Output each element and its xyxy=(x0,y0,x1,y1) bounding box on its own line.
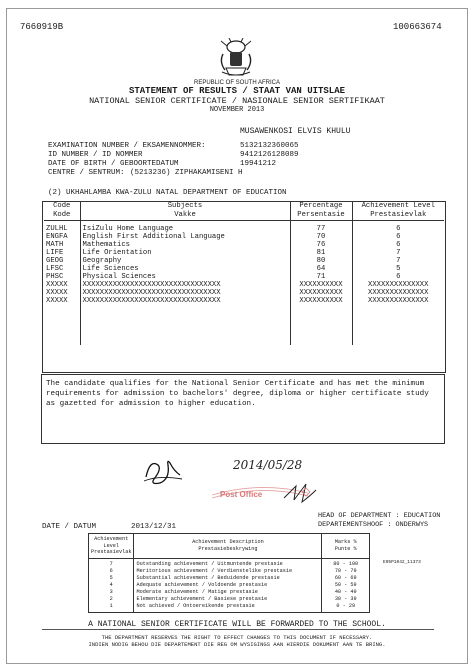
date-of-birth-value: 19941212 xyxy=(240,160,277,168)
centre-label: CENTRE / SENTRUM: xyxy=(48,169,125,177)
subject-level: 6 xyxy=(352,233,444,241)
subject-level: XXXXXXXXXXXXXX xyxy=(352,297,444,305)
subject-name: Physical Sciences xyxy=(80,273,290,281)
subject-code: XXXXX xyxy=(46,297,68,305)
subject-percentage: XXXXXXXXXX xyxy=(290,297,352,305)
exam-session: NOVEMBER 2013 xyxy=(209,106,265,114)
level-row xyxy=(89,596,370,603)
serial-number-right: 100663674 xyxy=(393,22,442,32)
level-description: Moderate achievement / Matige prestasie xyxy=(134,589,322,596)
levels-level-header: Achievement Level Prestasievlak xyxy=(89,534,134,559)
subject-name: Mathematics xyxy=(80,241,290,249)
subject-level: XXXXXXXXXXXXXX xyxy=(352,281,444,289)
subject-code: PHSC xyxy=(46,273,64,281)
level-marks: 40 - 49 xyxy=(322,589,370,596)
head-of-department-label: HEAD OF DEPARTMENT : EDUCATION xyxy=(318,512,441,520)
subjects-header: Subjects Vakke xyxy=(80,202,290,221)
level-marks: 0 - 29 xyxy=(322,603,370,613)
subject-name: Geography xyxy=(80,257,290,265)
subject-percentage: 70 xyxy=(290,233,352,241)
level-row xyxy=(89,582,370,589)
subject-percentage: XXXXXXXXXX xyxy=(290,289,352,297)
exam-number-value: 5132132360065 xyxy=(240,142,299,150)
post-office-signature-icon xyxy=(280,478,320,506)
code-header: Code Kode xyxy=(44,202,80,221)
subject-percentage: 76 xyxy=(290,241,352,249)
level-description: Meritorious achievement / Verdienstelike prestasie xyxy=(134,568,322,575)
subject-percentage: 80 xyxy=(290,257,352,265)
divider-line xyxy=(42,629,434,630)
head-of-department xyxy=(318,512,440,530)
subject-name: XXXXXXXXXXXXXXXXXXXXXXXXXXXXXXXX xyxy=(80,281,290,289)
subject-code: MATH xyxy=(46,241,64,249)
document-title: STATEMENT OF RESULTS / STAAT VAN UITSLAE xyxy=(128,86,346,96)
serial-number-left: 7660919B xyxy=(20,22,64,32)
level-description: Adequate achievement / Voldoende prestasie xyxy=(134,582,322,589)
subject-name: Life Sciences xyxy=(80,265,290,273)
subject-level: 6 xyxy=(352,221,444,234)
level-marks: 80 - 100 xyxy=(322,558,370,568)
level-number: 1 xyxy=(89,603,134,613)
subject-level: 7 xyxy=(352,257,444,265)
candidate-name: MUSAWENKOSI ELVIS KHULU xyxy=(240,127,351,136)
issue-date-value: 2013/12/31 xyxy=(131,523,177,531)
levels-header-row xyxy=(89,534,370,559)
subject-percentage: 77 xyxy=(290,221,352,234)
centre-value: (5213236) ZIPHAKAMISENI H xyxy=(130,169,243,177)
subject-level: 6 xyxy=(352,273,444,281)
subject-code: XXXXX xyxy=(46,289,68,297)
subject-name: Life Orientation xyxy=(80,249,290,257)
level-marks: 70 - 79 xyxy=(322,568,370,575)
subject-code: ZULHL xyxy=(46,225,68,233)
form-code: E05P1042_11373 xyxy=(383,560,421,565)
subject-code: GEOG xyxy=(46,257,64,265)
subject-name: XXXXXXXXXXXXXXXXXXXXXXXXXXXXXXXX xyxy=(80,289,290,297)
level-row xyxy=(89,603,370,613)
levels-desc-header: Achievement Description Prestasiebeskrywing xyxy=(134,534,322,559)
percentage-header: Percentage Persentasie xyxy=(290,202,352,221)
level-marks: 30 - 39 xyxy=(322,596,370,603)
achievement-level-header: Achievement Level Prestasievlak xyxy=(352,202,444,221)
level-marks: 60 - 69 xyxy=(322,575,370,582)
subject-level: 7 xyxy=(352,249,444,257)
level-number: 7 xyxy=(89,558,134,568)
id-number-label: ID NUMBER / ID NOMMER xyxy=(48,151,143,159)
level-description: Substantial achievement / Beduidende prestasie xyxy=(134,575,322,582)
level-marks: 50 - 59 xyxy=(322,582,370,589)
level-description: Outstanding achievement / Uitmuntende prestasie xyxy=(134,558,322,568)
level-description: Not achieved / Ontoereikende prestasie xyxy=(134,603,322,613)
certificate-forward-note: A NATIONAL SENIOR CERTIFICATE WILL BE FORWARDED TO THE SCHOOL. xyxy=(88,620,386,629)
level-row xyxy=(89,589,370,596)
subject-percentage: XXXXXXXXXX xyxy=(290,281,352,289)
issue-date xyxy=(42,523,176,531)
subject-level: XXXXXXXXXXXXXX xyxy=(352,289,444,297)
subject-code: LIFE xyxy=(46,249,64,257)
level-number: 4 xyxy=(89,582,134,589)
subject-code: ENGFA xyxy=(46,233,68,241)
results-table-frame xyxy=(42,201,446,373)
republic-caption: REPUBLIC OF SOUTH AFRICA xyxy=(193,80,280,86)
qualification-statement: The candidate qualifies for the National Senior Certificate and has met the minimum requirements for admission to bachelors' degree, diploma or higher certificate study as gazetted for admission to higher education. xyxy=(41,374,445,444)
subject-level: 6 xyxy=(352,241,444,249)
level-number: 3 xyxy=(89,589,134,596)
signature-icon xyxy=(140,455,186,491)
issue-date-label: DATE / DATUM xyxy=(42,523,97,531)
subject-percentage: 81 xyxy=(290,249,352,257)
department-reserves-en: THE DEPARTMENT RESERVES THE RIGHT TO EFFECT CHANGES TO THIS DOCUMENT IF NECESSARY. xyxy=(101,634,373,641)
post-office-stamp-label: Post Office xyxy=(220,490,263,499)
subject-name: English First Additional Language xyxy=(80,233,290,241)
level-number: 6 xyxy=(89,568,134,575)
achievement-levels-table xyxy=(88,533,370,613)
date-of-birth-label: DATE OF BIRTH / GEBOORTEDATUM xyxy=(48,160,179,168)
subject-percentage: 71 xyxy=(290,273,352,281)
document-subtitle: NATIONAL SENIOR CERTIFICATE / NASIONALE SENIOR SERTIFIKAAT xyxy=(89,96,385,106)
coat-of-arms-icon xyxy=(213,38,259,78)
subject-level: 5 xyxy=(352,265,444,273)
education-department: (2) UKHAHLAMBA KWA-ZULU NATAL DEPARTMENT OF EDUCATION xyxy=(48,189,287,197)
level-row xyxy=(89,568,370,575)
subject-code: LFSC xyxy=(46,265,64,273)
level-row xyxy=(89,558,370,568)
subject-name: IsiZulu Home Language xyxy=(80,221,290,234)
head-of-department-label-af: DEPARTEMENTSHOOF : ONDERWYS xyxy=(318,521,429,529)
subject-name: XXXXXXXXXXXXXXXXXXXXXXXXXXXXXXXX xyxy=(80,297,290,305)
subject-percentage: 64 xyxy=(290,265,352,273)
stamp-date: 2014/05/28 xyxy=(233,458,303,472)
levels-marks-header: Marks % Punte % xyxy=(322,534,370,559)
department-reserves-af: INDIEN NODIG BEHOU DIE DEPARTEMENT DIE REG OM WYSIGINGS AAN HIERDIE DOKUMENT AAN TE BRING. xyxy=(88,641,386,648)
level-row xyxy=(89,575,370,582)
subject-code: XXXXX xyxy=(46,281,68,289)
id-number-value: 9412126128089 xyxy=(240,151,299,159)
level-number: 2 xyxy=(89,596,134,603)
department-reserves-notice xyxy=(0,634,474,648)
exam-number-label: EXAMINATION NUMBER / EKSAMENNOMMER: xyxy=(48,142,206,150)
level-number: 5 xyxy=(89,575,134,582)
level-description: Elementary achievement / Basiese prestasie xyxy=(134,596,322,603)
